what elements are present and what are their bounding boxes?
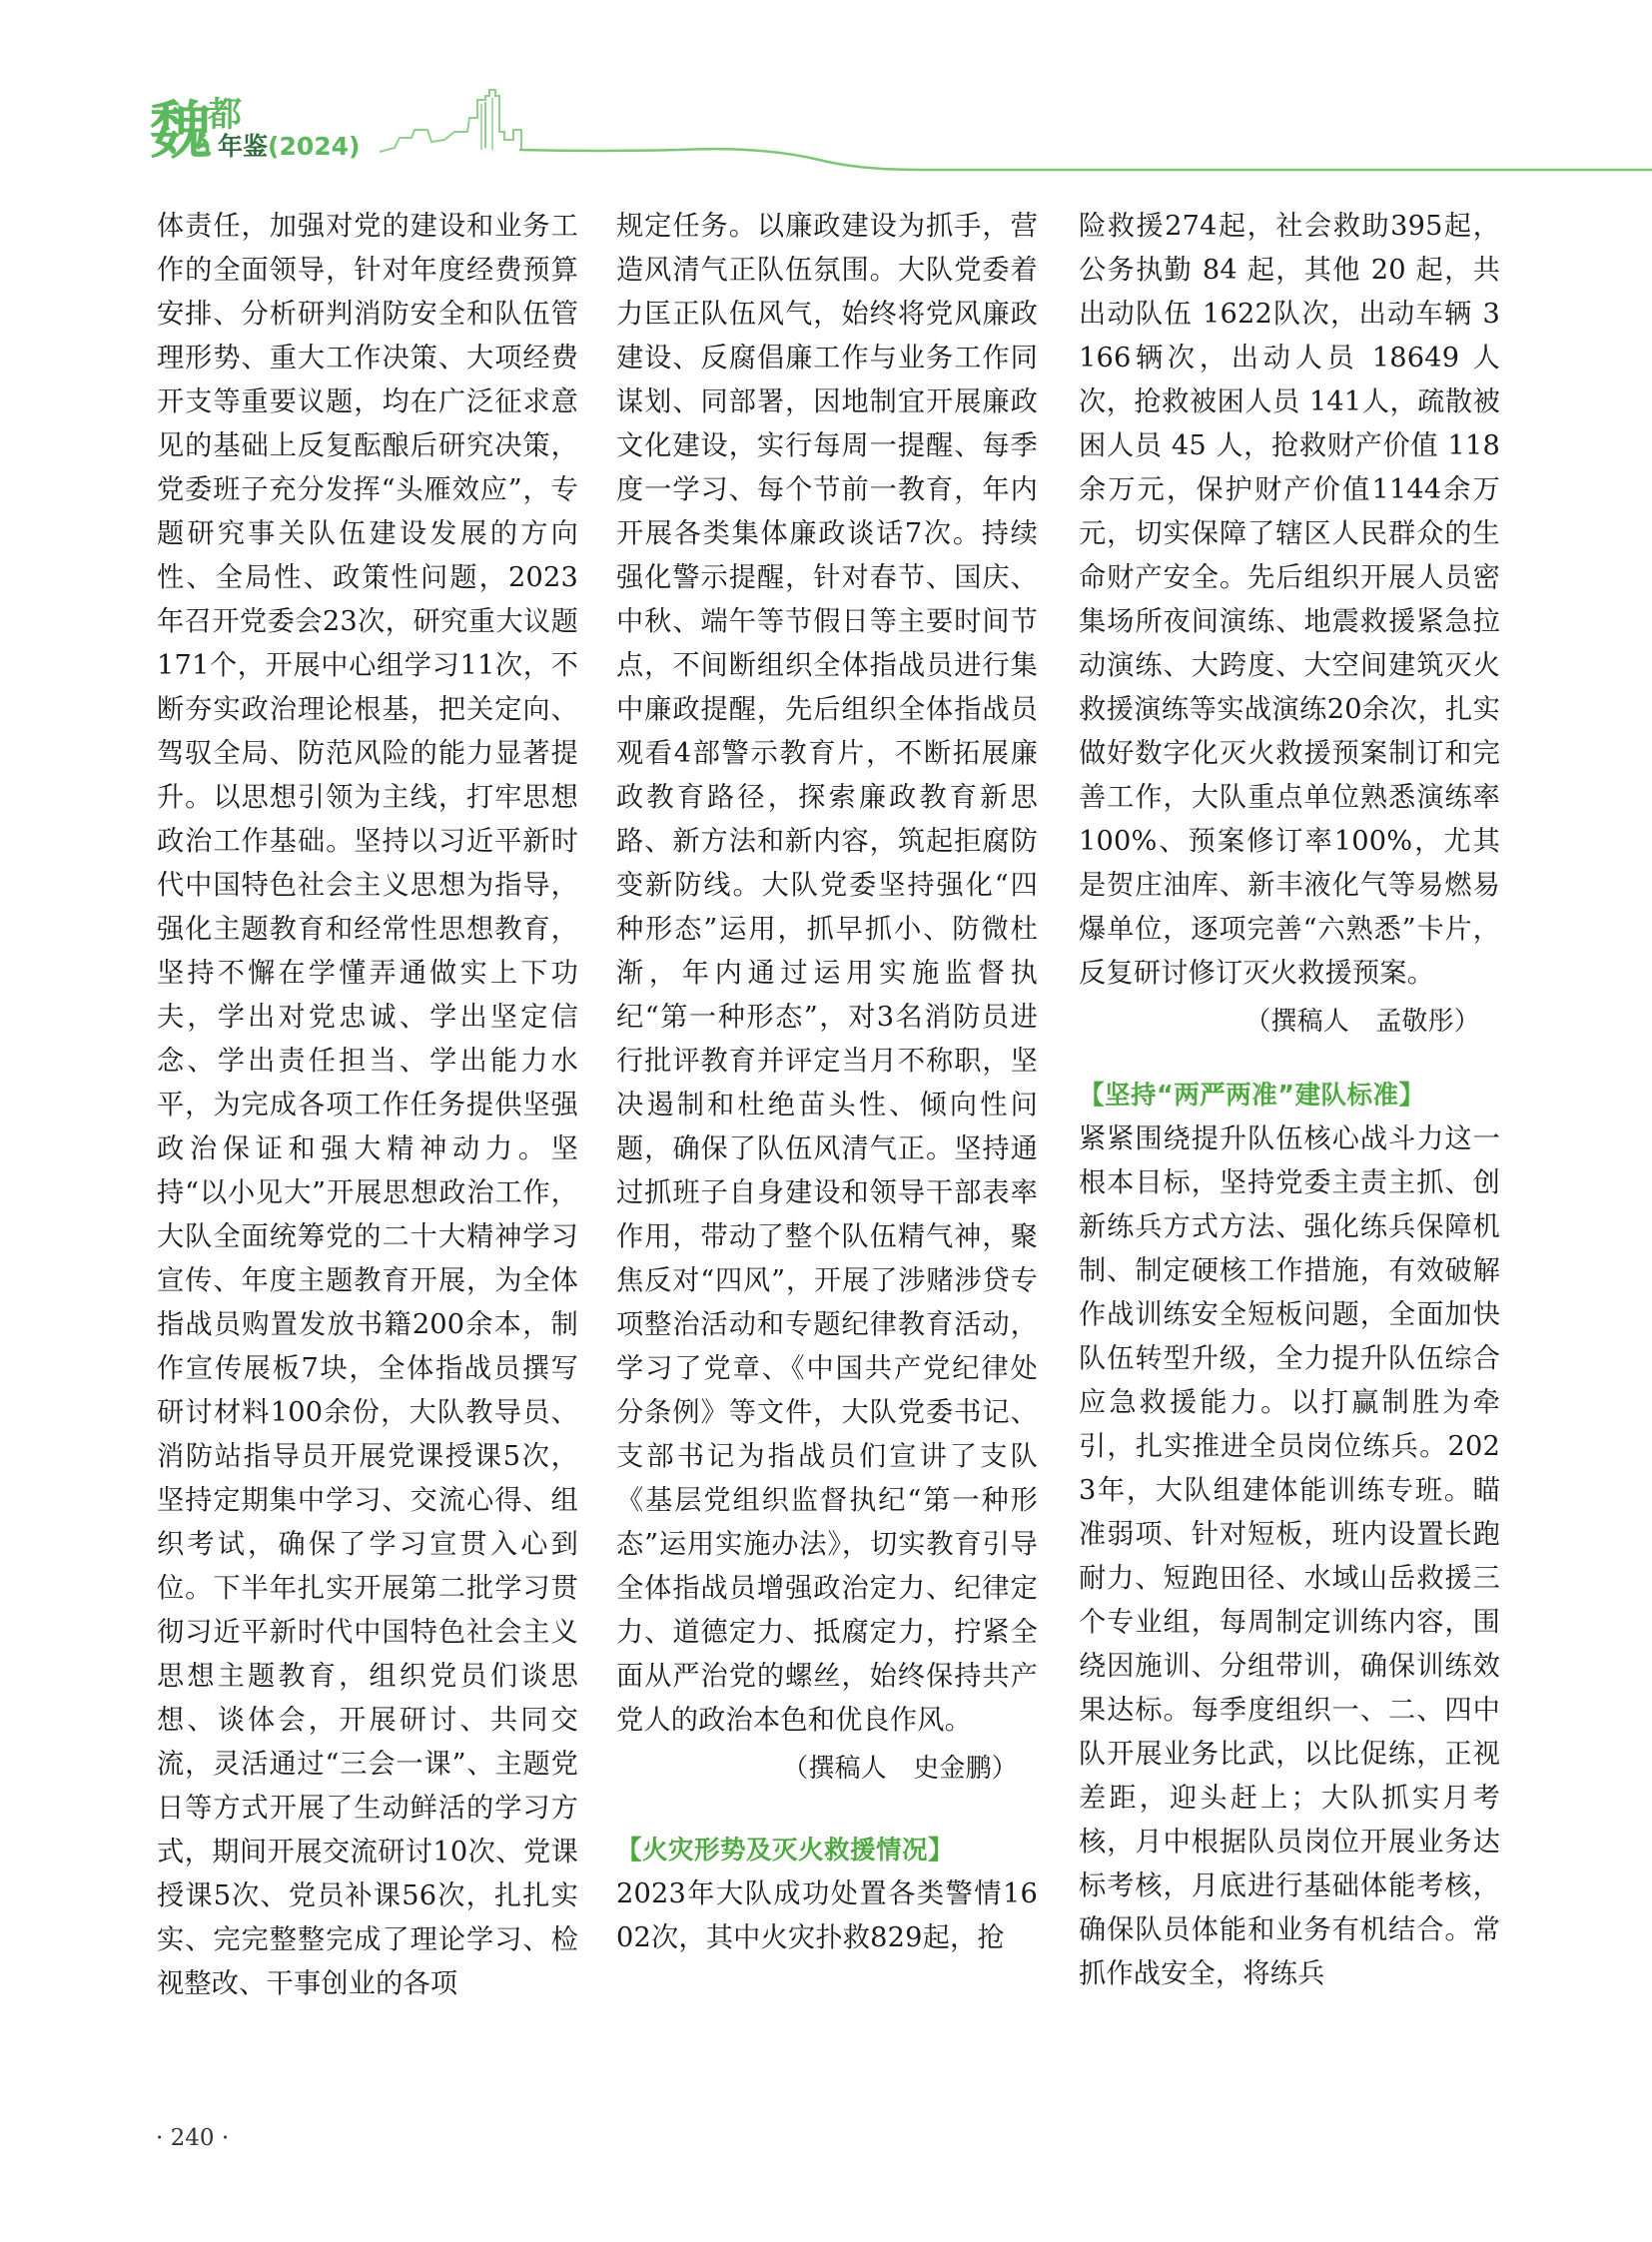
column-1-text: 体责任，加强对党的建设和业务工作的全面领导，针对年度经费预算安排、分析研判消防安全和队伍管理形势、重大工作决策、大项经费开支等重要议题，均在广泛征求意见的基础上反复酝酿后研究决策，党委班子充分发挥“头雁效应”，专题研究事关队伍建设发展的方向性、全局性、政策性问题，2023年召开党委会23次，研究重大议题171个，开展中心组学习11次，不断夯实政治理论根基，把关定向、驾驭全局、防范风险的能力显著提升。以思想引领为主线，打牢思想政治工作基础。坚持以习近平新时代中国特色社会主义思想为指导，强化主题教育和经常性思想教育，坚持不懈在学懂弄通做实上下功夫，学出对党忠诚、学出坚定信念、学出责任担当、学出能力水平，为完成各项工作任务提供坚强政治保证和强大精神动力。坚持“以小见大”开展思想政治工作，大队全面统筹党的二十大精神学习宣传、年度主题教育开展，为全体指战员购置发放书籍200余本，制作宣传展板7块，全体指战员撰写研讨材料100余份，大队教导员、消防站指导员开展党课授课5次，坚持定期集中学习、交流心得、组织考试，确保了学习宣贯入心到位。下半年扎实开展第二批学习贯彻习近平新时代中国特色社会主义思想主题教育，组织党员们谈思想、谈体会，开展研讨、共同交流，灵活通过“三会一课”、主题党日等方式开展了生动鲜活的学习方式，期间开展交流研讨10次、党课授课5次、党员补课56次，扎扎实实、完完整整完成了理论学习、检视整改、干事创业的各项 [157, 211, 578, 1999]
page-number: · 240 · [156, 2125, 230, 2151]
column-3 [1079, 205, 1500, 1996]
page-header [0, 0, 1652, 175]
paren-open: ( [268, 132, 280, 161]
column-2 [616, 205, 1038, 1960]
logo-character-du: 都 [208, 95, 242, 135]
column-2-author: （撰稿人 史金鹏） [782, 1754, 1018, 1784]
column-3-section-text: 紧紧围绕提升队伍核心战斗力这一根本目标，坚持党委主责主抓、创新练兵方式方法、强化练兵保障机制、制定硬核工作措施，有效破解作战训练安全短板问题，全面加快队伍转型升级，全力提升队伍综合应急救援能力。以打赢制胜为牵引，扎实推进全员岗位练兵。2023年，大队组建体能训练专班。瞄准弱项、针对短板，班内设置长跑耐力、短跑田径、水域山岳救援三个专业组，每周制定训练内容，围绕因施训、分组带训，确保训练效果达标。每季度组织一、二、四中队开展业务比武，以比促练，正视差距，迎头赶上；大队抓实月考核，月中根据队员岗位开展业务达标考核，月底进行基础体能考核，确保队员体能和业务有机结合。常抓作战安全，将练兵 [1079, 1123, 1500, 1989]
section-title-team-standards: 【坚持“两严两准”建队标准】 [1079, 1081, 1425, 1111]
column-1 [157, 205, 578, 2006]
logo-character-wei: 魏 [150, 94, 213, 167]
column-2-text: 规定任务。以廉政建设为抓手，营造风清气正队伍氛围。大队党委着力匡正队伍风气，始终将党风廉政建设、反腐倡廉工作与业务工作同谋划、同部署，因地制宜开展廉政文化建设，实行每周一提醒、每季度一学习、每个节前一教育，年内开展各类集体廉政谈话7次。持续强化警示提醒，针对春节、国庆、中秋、端午等节假日等主要时间节点，不间断组织全体指战员进行集中廉政提醒，先后组织全体指战员观看4部警示教育片，不断拓展廉政教育路径，探索廉政教育新思路、新方法和新内容，筑起拒腐防变新防线。大队党委坚持强化“四种形态”运用，抓早抓小、防微杜渐，年内通过运用实施监督执纪“第一种形态”，对3名消防员进行批评教育并评定当月不称职，坚决遏制和杜绝苗头性、倾向性问题，确保了队伍风清气正。坚持通过抓班子自身建设和领导干部表率作用，带动了整个队伍精气神，聚焦反对“四风”，开展了涉赌涉贷专项整治活动和专题纪律教育活动，学习了党章、《中国共产党纪律处分条例》等文件，大队党委书记、支部书记为指战员们宣讲了支队《基层党组织监督执纪“第一种形态”运用实施办法》，切实教育引导全体指战员增强政治定力、纪律定力、道德定力、抵腐定力，拧紧全面从严治党的螺丝，始终保持共产党人的政治本色和优良作风。 [616, 211, 1038, 1736]
column-3-author: （撰稿人 孟敬彤） [1244, 1007, 1480, 1037]
column-2-section-text: 2023年大队成功处置各类警情1602次，其中火灾扑救829起，抢 [616, 1878, 1038, 1953]
yearbook-label: 年鉴 [218, 132, 269, 161]
column-3-text: 险救援274起，社会救助395起，公务执勤 84 起，其他 20 起，共出动队伍 1622队次，出动车辆 3166辆次，出动人员 18649 人次，抢救被困人员 141人，疏散被困人员 45 人，抢救财产价值 118余万元，保护财产价值1144余万元，切实保障了辖区人民群众的生命财产安全。先后组织开展人员密集场所夜间演练、地震救援紧急拉动演练、大跨度、大空间建筑灭火救援演练等实战演练20余次，扎实做好数字化灭火救援预案制订和完善工作，大队重点单位熟悉演练率100%、预案修订率100%，尤其是贺庄油库、新丰液化气等易燃易爆单位，逐项完善“六熟悉”卡片，反复研讨修订灭火救援预案。 [1079, 211, 1500, 989]
paren-close: ) [349, 132, 361, 161]
section-title-fire-situation: 【火灾形势及灭火救援情况】 [616, 1836, 955, 1866]
yearbook-title [218, 134, 360, 159]
yearbook-year: 2024 [279, 132, 350, 161]
